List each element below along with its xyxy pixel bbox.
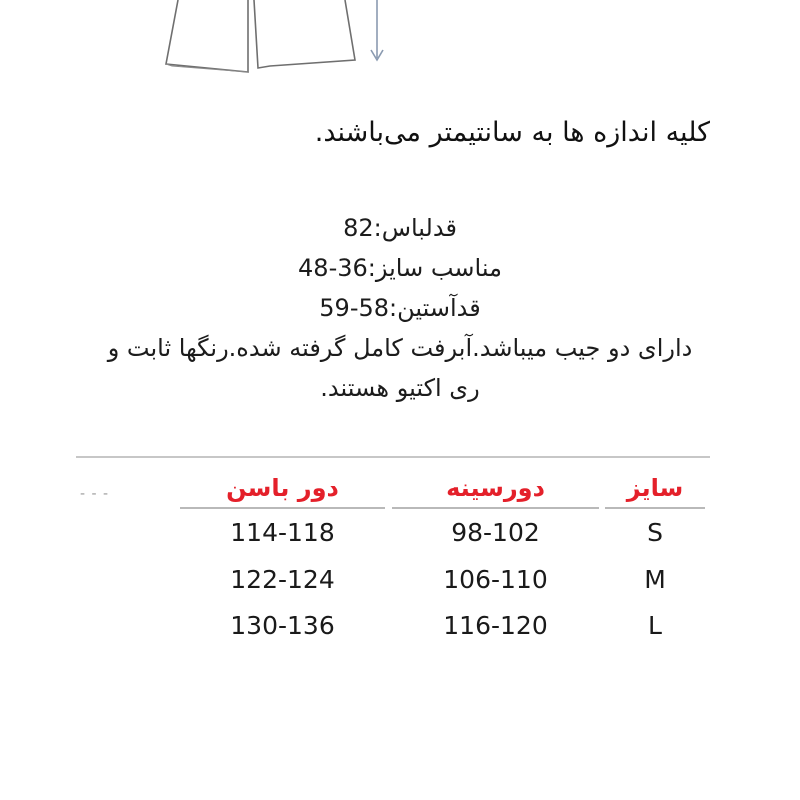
cell-chest: 106-110 xyxy=(443,565,548,594)
garment-right-panel xyxy=(254,0,355,68)
garment-outline-illustration xyxy=(150,0,400,80)
spec-fit-size: مناسب سایز:36-48 xyxy=(298,254,502,282)
cell-hip: 130-136 xyxy=(230,611,335,640)
product-specs xyxy=(80,208,720,408)
cell-chest: 98-102 xyxy=(451,518,540,547)
spec-sleeve-length: قدآستین:58-59 xyxy=(319,294,481,322)
table-top-divider xyxy=(76,456,710,458)
header-size-underline xyxy=(605,507,705,509)
cell-hip: 122-124 xyxy=(230,565,335,594)
garment-left-panel xyxy=(166,0,248,72)
header-hip: دور باسن xyxy=(226,474,339,502)
cell-size: S xyxy=(647,518,663,547)
spec-length: قدلباس:82 xyxy=(343,214,457,242)
header-size: سایز xyxy=(626,474,684,502)
cell-hip: 114-118 xyxy=(230,518,335,547)
cell-chest: 116-120 xyxy=(443,611,548,640)
header-hip-underline xyxy=(180,507,385,509)
units-note: کلیه اندازه ها به سانتیمتر می‌باشند. xyxy=(314,117,710,148)
header-chest: دورسینه xyxy=(446,474,545,502)
cell-size: L xyxy=(648,611,662,640)
spec-description: دارای دو جیب میباشد.آبرفت کامل گرفته شده.رنگها ثابت و ری اکتیو هستند. xyxy=(107,334,693,402)
cell-size: M xyxy=(644,565,666,594)
table-more-indicator: - - - xyxy=(80,486,110,502)
header-chest-underline xyxy=(392,507,599,509)
